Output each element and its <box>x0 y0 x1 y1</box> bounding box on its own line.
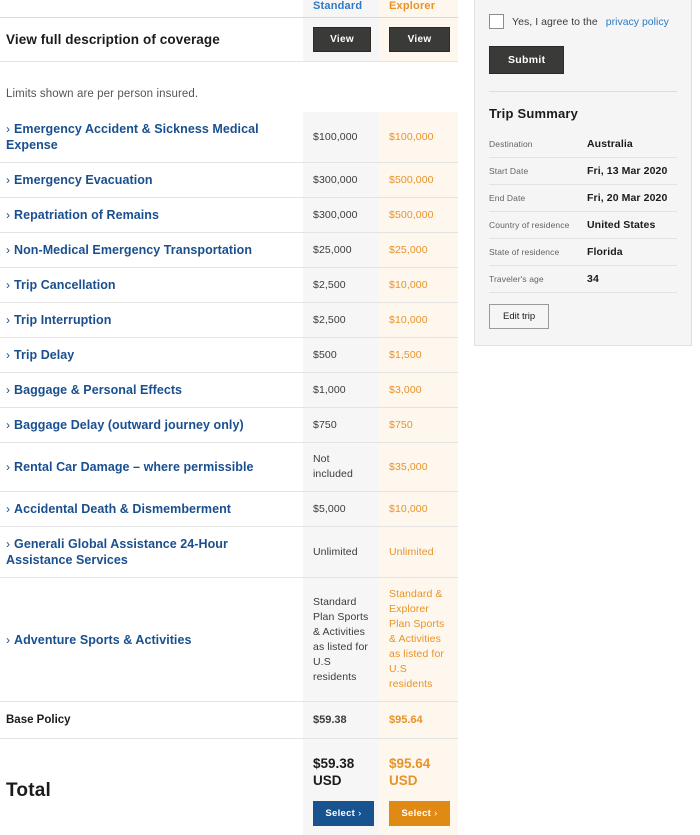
coverage-standard-value: $750 <box>313 418 337 431</box>
total-explorer-amount: $95.64 <box>389 756 431 771</box>
coverage-standard-value: Standard Plan Sports & Activities as listed for U.S residents <box>313 595 369 683</box>
coverage-name-label: Emergency Accident & Sickness Medical Expense <box>6 122 259 152</box>
edit-trip-button[interactable]: Edit trip <box>489 304 549 329</box>
limits-note: Limits shown are per person insured. <box>6 88 199 100</box>
coverage-name-label: Rental Car Damage – where permissible <box>14 460 254 474</box>
coverage-standard-cell <box>303 527 379 577</box>
coverage-name-label: Emergency Evacuation <box>14 173 153 187</box>
coverage-name-cell <box>0 527 303 577</box>
coverage-explorer-value: $3,000 <box>389 383 422 396</box>
coverage-expand-link[interactable] <box>6 347 74 363</box>
base-policy-row <box>0 702 458 739</box>
table-row <box>0 527 458 578</box>
coverage-explorer-value: $10,000 <box>389 313 428 326</box>
coverage-explorer-cell <box>379 527 458 577</box>
coverage-standard-cell <box>303 338 379 372</box>
coverage-name-cell <box>0 303 303 337</box>
coverage-explorer-value: Standard & Explorer Plan Sports & Activities as listed for U.S residents <box>389 588 445 690</box>
coverage-explorer-value: $25,000 <box>389 243 428 256</box>
view-description-label-cell <box>0 18 303 61</box>
coverage-name-cell <box>0 112 303 162</box>
coverage-explorer-cell <box>379 268 458 302</box>
trip-summary-row <box>489 131 677 158</box>
chevron-right-icon: › <box>6 502 11 516</box>
trip-summary-row <box>489 266 677 293</box>
chevron-right-icon: › <box>6 418 11 432</box>
coverage-expand-link[interactable] <box>6 312 111 328</box>
total-standard-currency: USD <box>313 773 342 788</box>
view-description-explorer-cell <box>379 18 458 61</box>
base-policy-standard-value: $59.38 <box>313 714 347 726</box>
column-header-explorer: Explorer <box>389 0 436 12</box>
coverage-standard-cell <box>303 443 379 491</box>
coverage-explorer-value: $100,000 <box>389 130 434 143</box>
total-standard-amount: $59.38 <box>313 756 355 771</box>
coverage-explorer-cell <box>379 492 458 526</box>
table-row <box>0 268 458 303</box>
base-policy-label-cell <box>0 702 303 738</box>
trip-summary-key: End Date <box>489 193 526 203</box>
coverage-standard-value: Unlimited <box>313 545 358 558</box>
panel-divider <box>489 91 677 92</box>
coverage-name-label: Repatriation of Remains <box>14 208 159 222</box>
coverage-name-cell <box>0 408 303 442</box>
table-header-row <box>0 0 458 18</box>
coverage-name-cell <box>0 338 303 372</box>
header-explorer-cell <box>379 0 458 17</box>
view-description-row <box>0 18 458 62</box>
chevron-right-icon: › <box>6 313 11 327</box>
trip-summary-value: Australia <box>587 138 633 150</box>
table-row <box>0 338 458 373</box>
total-standard-cell <box>303 739 379 835</box>
coverage-explorer-value: $10,000 <box>389 278 428 291</box>
chevron-right-icon: › <box>6 278 11 292</box>
select-standard-button[interactable] <box>313 801 374 826</box>
privacy-policy-checkbox[interactable] <box>489 14 504 29</box>
coverage-name-cell <box>0 443 303 491</box>
coverage-explorer-cell <box>379 303 458 337</box>
chevron-right-icon: › <box>6 208 11 222</box>
coverage-name-label: Trip Interruption <box>14 313 112 327</box>
total-label-cell <box>0 739 303 835</box>
coverage-explorer-cell <box>379 408 458 442</box>
coverage-standard-value: $300,000 <box>313 173 358 186</box>
trip-summary-panel <box>474 0 692 346</box>
trip-summary-key: Country of residence <box>489 220 570 230</box>
coverage-explorer-cell <box>379 233 458 267</box>
view-explorer-button[interactable]: View <box>389 27 450 52</box>
coverage-rows-container <box>0 112 458 702</box>
trip-summary-value: Fri, 20 Mar 2020 <box>587 192 668 204</box>
submit-button[interactable]: Submit <box>489 46 564 74</box>
select-standard-label: Select <box>325 808 356 819</box>
coverage-name-label: Generali Global Assistance 24-Hour Assistance Services <box>6 537 228 567</box>
header-label-cell <box>0 0 303 17</box>
trip-summary-value: 34 <box>587 273 599 285</box>
base-policy-standard-cell <box>303 702 379 738</box>
coverage-standard-value: $100,000 <box>313 130 358 143</box>
select-explorer-button[interactable] <box>389 801 450 826</box>
column-header-standard: Standard <box>313 0 363 12</box>
trip-summary-key: Start Date <box>489 166 529 176</box>
coverage-explorer-value: Unlimited <box>389 545 434 558</box>
coverage-expand-link[interactable] <box>6 382 182 398</box>
coverage-name-label: Trip Delay <box>14 348 75 362</box>
coverage-explorer-cell <box>379 578 458 701</box>
chevron-right-icon: › <box>6 537 11 551</box>
view-description-label: View full description of coverage <box>6 32 220 47</box>
coverage-name-label: Non-Medical Emergency Transportation <box>14 243 253 257</box>
coverage-standard-value: $500 <box>313 348 337 361</box>
trip-summary-value: Florida <box>587 246 623 258</box>
table-row <box>0 303 458 338</box>
coverage-standard-value: Not included <box>313 453 353 480</box>
coverage-name-label: Adventure Sports & Activities <box>14 632 192 647</box>
coverage-standard-cell <box>303 163 379 197</box>
coverage-expand-link[interactable] <box>6 501 231 517</box>
total-row <box>0 739 458 835</box>
coverage-explorer-cell <box>379 338 458 372</box>
trip-summary-value: Fri, 13 Mar 2020 <box>587 165 668 177</box>
table-row <box>0 492 458 527</box>
coverage-name-cell <box>0 373 303 407</box>
chevron-right-icon: › <box>6 383 11 397</box>
table-row <box>0 373 458 408</box>
header-standard-cell <box>303 0 379 17</box>
coverage-explorer-value: $10,000 <box>389 502 428 515</box>
coverage-explorer-cell <box>379 163 458 197</box>
trip-summary-row <box>489 239 677 266</box>
trip-summary-list <box>489 131 677 293</box>
coverage-name-label: Baggage & Personal Effects <box>14 383 183 397</box>
table-row <box>0 233 458 268</box>
coverage-standard-value: $2,500 <box>313 313 346 326</box>
view-description-standard-cell <box>303 18 379 61</box>
coverage-name-cell <box>0 233 303 267</box>
chevron-right-icon: › <box>6 632 11 647</box>
chevron-right-icon: › <box>6 243 11 257</box>
table-row <box>0 198 458 233</box>
coverage-standard-cell <box>303 492 379 526</box>
table-row <box>0 112 458 163</box>
chevron-right-icon: › <box>358 808 362 819</box>
coverage-expand-link[interactable] <box>6 121 293 153</box>
coverage-expand-link[interactable] <box>6 172 153 188</box>
trip-summary-value: United States <box>587 219 656 231</box>
coverage-standard-value: $1,000 <box>313 383 346 396</box>
table-row <box>0 163 458 198</box>
view-standard-button[interactable]: View <box>313 27 371 52</box>
coverage-standard-value: $2,500 <box>313 278 346 291</box>
coverage-expand-link[interactable] <box>6 459 254 475</box>
total-label: Total <box>6 779 51 801</box>
coverage-standard-cell <box>303 268 379 302</box>
coverage-explorer-value: $1,500 <box>389 348 422 361</box>
coverage-standard-cell <box>303 112 379 162</box>
coverage-standard-cell <box>303 373 379 407</box>
privacy-policy-link[interactable]: privacy policy <box>605 15 669 28</box>
chevron-right-icon: › <box>6 173 11 187</box>
coverage-explorer-cell <box>379 443 458 491</box>
coverage-explorer-cell <box>379 198 458 232</box>
chevron-right-icon: › <box>6 460 11 474</box>
coverage-name-cell <box>0 492 303 526</box>
trip-summary-row <box>489 185 677 212</box>
coverage-expand-link[interactable] <box>6 417 244 433</box>
coverage-standard-cell <box>303 233 379 267</box>
base-policy-explorer-value: $95.64 <box>389 714 423 726</box>
trip-summary-key: Destination <box>489 139 533 149</box>
coverage-expand-link[interactable] <box>6 632 191 648</box>
total-explorer-currency: USD <box>389 773 418 788</box>
privacy-agree-row <box>489 14 677 29</box>
coverage-explorer-value: $500,000 <box>389 173 434 186</box>
coverage-standard-cell <box>303 198 379 232</box>
coverage-name-cell <box>0 268 303 302</box>
table-row <box>0 408 458 443</box>
coverage-expand-link[interactable] <box>6 536 293 568</box>
trip-summary-title: Trip Summary <box>489 106 579 121</box>
total-explorer-cell <box>379 739 458 835</box>
trip-summary-key: Traveler's age <box>489 274 544 284</box>
coverage-name-label: Baggage Delay (outward journey only) <box>14 418 244 432</box>
coverage-explorer-value: $35,000 <box>389 460 428 473</box>
table-row <box>0 578 458 702</box>
base-policy-explorer-cell <box>379 702 458 738</box>
chevron-right-icon: › <box>434 808 438 819</box>
select-explorer-label: Select <box>401 808 432 819</box>
coverage-name-label: Accidental Death & Dismemberment <box>14 502 231 516</box>
chevron-right-icon: › <box>6 348 11 362</box>
coverage-expand-link[interactable] <box>6 277 116 293</box>
table-row <box>0 443 458 492</box>
trip-summary-row <box>489 212 677 239</box>
coverage-name-cell <box>0 578 303 701</box>
coverage-name-cell <box>0 163 303 197</box>
coverage-explorer-cell <box>379 112 458 162</box>
coverage-expand-link[interactable] <box>6 242 252 258</box>
coverage-standard-value: $5,000 <box>313 502 346 515</box>
coverage-expand-link[interactable] <box>6 207 159 223</box>
trip-summary-key: State of residence <box>489 247 560 257</box>
trip-summary-row <box>489 158 677 185</box>
chevron-right-icon: › <box>6 122 11 136</box>
coverage-standard-cell <box>303 578 379 701</box>
base-policy-label: Base Policy <box>6 714 71 726</box>
coverage-name-label: Trip Cancellation <box>14 278 116 292</box>
privacy-agree-label: Yes, I agree to the <box>512 15 598 28</box>
coverage-explorer-value: $500,000 <box>389 208 434 221</box>
coverage-explorer-value: $750 <box>389 418 413 431</box>
coverage-name-cell <box>0 198 303 232</box>
coverage-standard-cell <box>303 408 379 442</box>
coverage-standard-value: $25,000 <box>313 243 352 256</box>
coverage-explorer-cell <box>379 373 458 407</box>
coverage-standard-value: $300,000 <box>313 208 358 221</box>
coverage-standard-cell <box>303 303 379 337</box>
